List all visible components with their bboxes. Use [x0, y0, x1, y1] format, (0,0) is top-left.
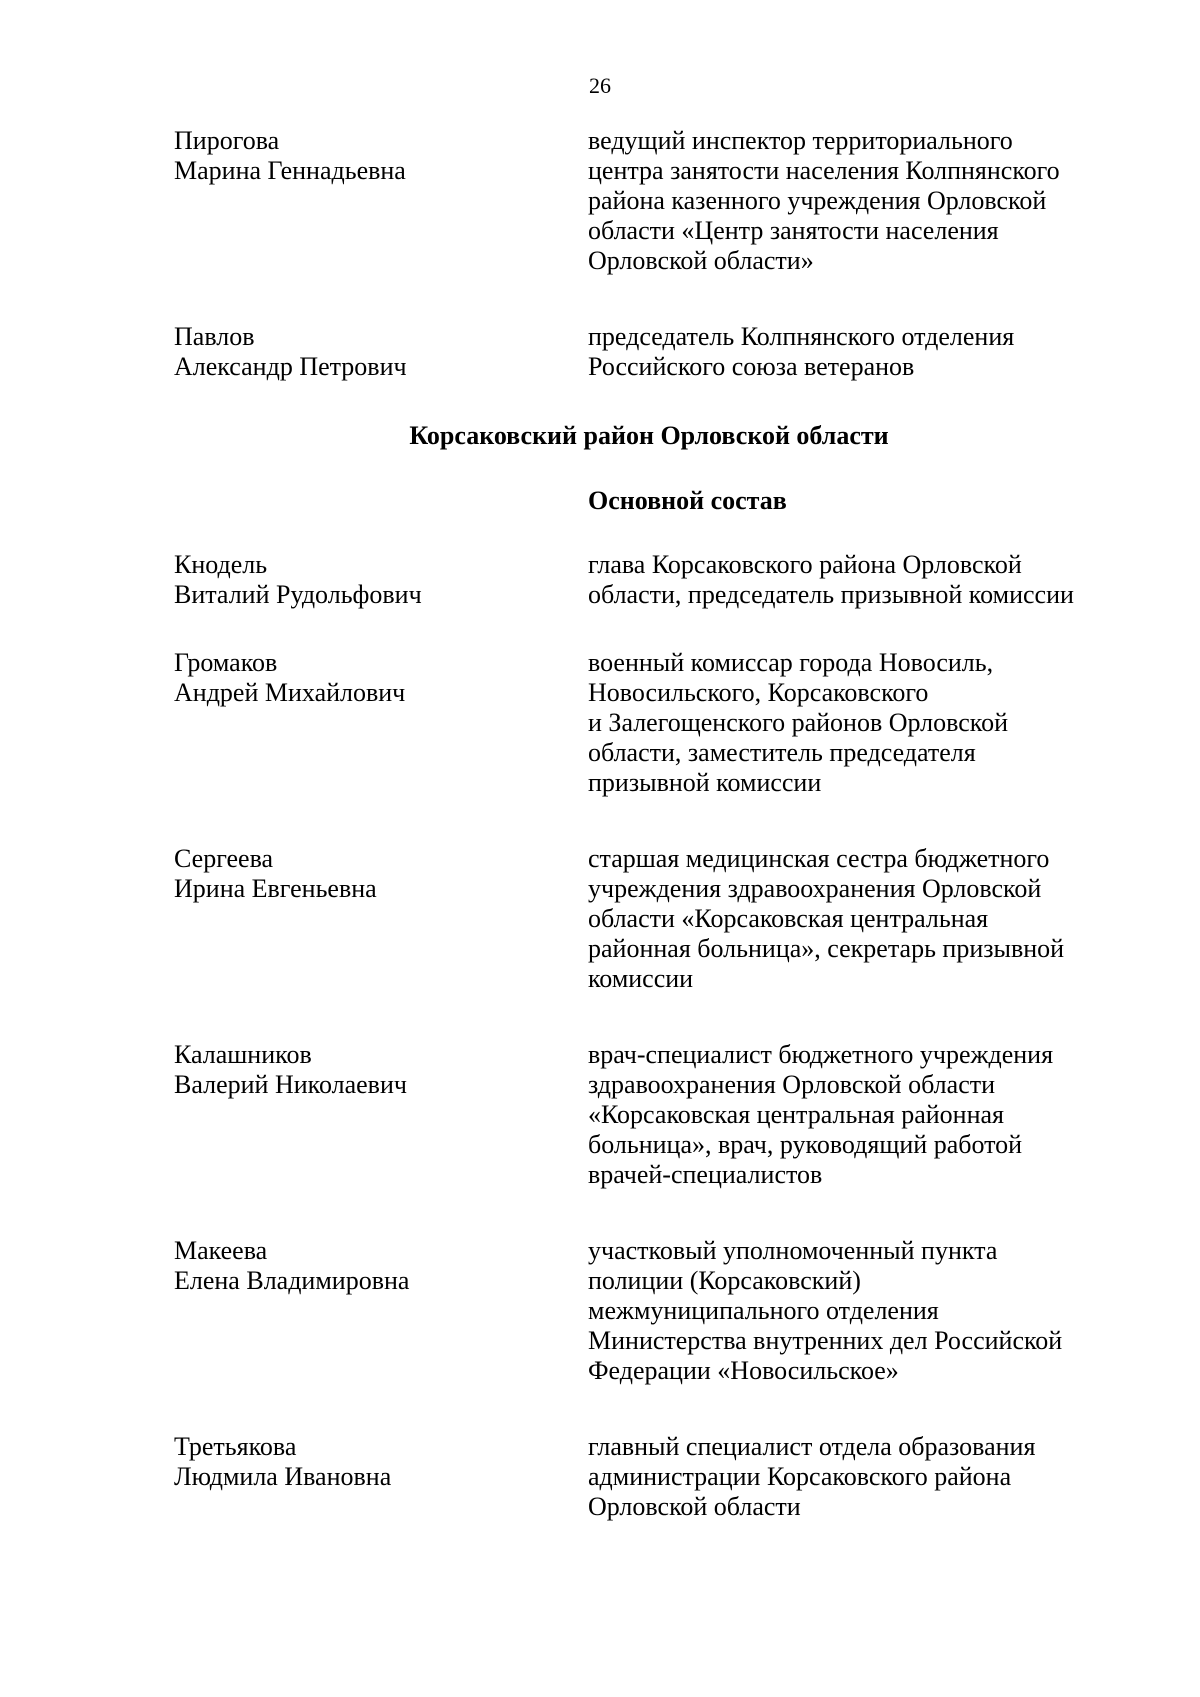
position-line: комиссии	[588, 964, 694, 993]
position-line: «Корсаковская центральная районная	[588, 1100, 1004, 1129]
member-given-names: Ирина Евгеньевна	[174, 874, 377, 903]
member-name	[174, 126, 406, 186]
position-line: Федерации «Новосильское»	[588, 1356, 899, 1385]
member-position	[588, 648, 1008, 798]
position-line: района казенного учреждения Орловской	[588, 186, 1047, 215]
position-line: Орловской области»	[588, 246, 814, 275]
position-line: администрации Корсаковского района	[588, 1462, 1012, 1491]
member-position	[588, 322, 1014, 382]
member-name	[174, 1236, 409, 1296]
member-position	[588, 1040, 1053, 1190]
member-given-names: Людмила Ивановна	[174, 1462, 392, 1491]
position-line: области, председатель призывной комиссии	[588, 580, 1074, 609]
position-line: полиции (Корсаковский)	[588, 1266, 861, 1295]
member-given-names: Марина Геннадьевна	[174, 156, 406, 185]
member-name	[174, 648, 405, 708]
member-surname: Кнодель	[174, 550, 268, 579]
district-heading: Корсаковский район Орловской области	[409, 421, 889, 450]
position-line: здравоохранения Орловской области	[588, 1070, 996, 1099]
position-line: главный специалист отдела образования	[588, 1432, 1036, 1461]
position-line: врач-специалист бюджетного учреждения	[588, 1040, 1054, 1069]
position-line: области «Центр занятости населения	[588, 216, 999, 245]
member-name	[174, 322, 407, 382]
position-line: области «Корсаковская центральная	[588, 904, 989, 933]
position-line: глава Корсаковского района Орловской	[588, 550, 1022, 579]
position-line: и Залегощенского районов Орловской	[588, 708, 1009, 737]
position-line: Российского союза ветеранов	[588, 352, 915, 381]
member-position	[588, 550, 1074, 610]
member-position	[588, 126, 1060, 276]
member-position	[588, 844, 1064, 994]
position-line: учреждения здравоохранения Орловской	[588, 874, 1042, 903]
member-given-names: Андрей Михайлович	[174, 678, 406, 707]
member-given-names: Елена Владимировна	[174, 1266, 410, 1295]
member-given-names: Валерий Николаевич	[174, 1070, 407, 1099]
composition-heading: Основной состав	[588, 486, 787, 515]
position-line: Орловской области	[588, 1492, 801, 1521]
position-line: области, заместитель председателя	[588, 738, 976, 767]
member-name	[174, 550, 422, 610]
position-line: Министерства внутренних дел Российской	[588, 1326, 1063, 1355]
member-surname: Пирогова	[174, 126, 280, 155]
position-line: врачей-специалистов	[588, 1160, 823, 1189]
member-surname: Третьякова	[174, 1432, 297, 1461]
member-name	[174, 1040, 407, 1100]
member-name	[174, 844, 377, 904]
position-line: центра занятости населения Колпнянского	[588, 156, 1060, 185]
position-line: ведущий инспектор территориального	[588, 126, 1013, 155]
member-surname: Павлов	[174, 322, 255, 351]
member-given-names: Александр Петрович	[174, 352, 407, 381]
member-surname: Макеева	[174, 1236, 268, 1265]
position-line: председатель Колпнянского отделения	[588, 322, 1015, 351]
member-surname: Громаков	[174, 648, 278, 677]
position-line: Новосильского, Корсаковского	[588, 678, 929, 707]
member-position	[588, 1236, 1062, 1386]
member-surname: Калашников	[174, 1040, 312, 1069]
page-number: 26	[589, 73, 611, 98]
position-line: призывной комиссии	[588, 768, 822, 797]
member-name	[174, 1432, 391, 1492]
position-line: межмуниципального отделения	[588, 1296, 939, 1325]
position-line: старшая медицинская сестра бюджетного	[588, 844, 1050, 873]
member-given-names: Виталий Рудольфович	[174, 580, 422, 609]
position-line: больница», врач, руководящий работой	[588, 1130, 1023, 1159]
position-line: районная больница», секретарь призывной	[588, 934, 1065, 963]
member-surname: Сергеева	[174, 844, 274, 873]
member-position	[588, 1432, 1035, 1522]
position-line: участковый уполномоченный пункта	[588, 1236, 998, 1265]
position-line: военный комиссар города Новосиль,	[588, 648, 994, 677]
